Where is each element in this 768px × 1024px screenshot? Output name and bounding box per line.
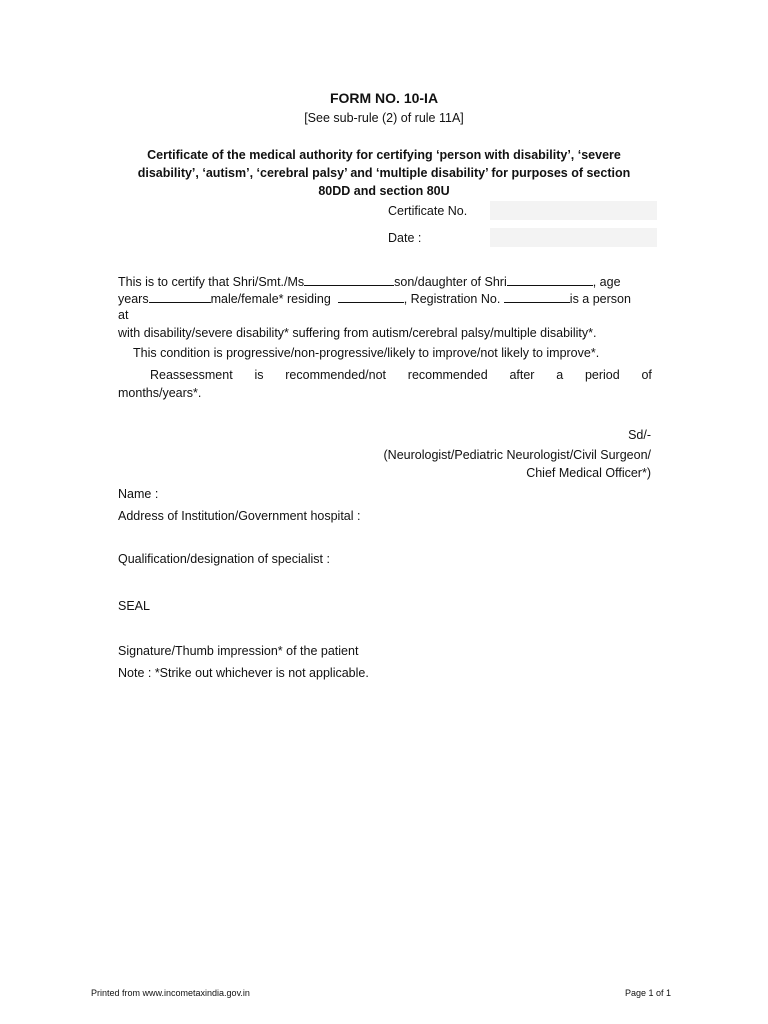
reassessment-word-7: period: [584, 368, 620, 382]
disability-line: with disability/severe disability* suffering from autism/cerebral palsy/multiple disability*.: [118, 326, 597, 340]
heading-line-2: disability’, ‘autism’, ‘cerebral palsy’ and ‘multiple disability’ for purposes of section: [137, 166, 631, 180]
form-title: FORM NO. 10-IA: [329, 90, 439, 106]
father-name-blank: [507, 273, 593, 286]
heading-line-1: Certificate of the medical authority for certifying ‘person with disability’, ‘severe: [147, 148, 621, 162]
footer-page-number: Page 1 of 1: [624, 988, 671, 998]
age-blank: [149, 290, 211, 303]
certificate-heading: [0, 146, 768, 200]
authority-line-1: (Neurologist/Pediatric Neurologist/Civil Surgeon/: [383, 448, 651, 462]
certificate-no-label: Certificate No.: [388, 204, 468, 218]
reassessment-word-6: a: [556, 368, 564, 382]
name-label: Name :: [118, 487, 159, 501]
reassessment-word-5: after: [509, 368, 535, 382]
reassessment-word-3: recommended/not: [285, 368, 387, 382]
date-field[interactable]: [490, 228, 657, 247]
reassessment-word-4: recommended: [407, 368, 488, 382]
seal-label: SEAL: [118, 599, 150, 613]
reassessment-word-2: is: [254, 368, 264, 382]
certify-text-a: This is to certify that Shri/Smt./Ms: [118, 275, 305, 289]
certify-line-2: [118, 290, 631, 307]
reassessment-word-1: Reassessment: [150, 368, 233, 382]
heading-line-3: 80DD and section 80U: [318, 184, 450, 198]
reassessment-line: [118, 367, 652, 383]
residence-blank: [338, 290, 404, 303]
rule-reference: [See sub-rule (2) of rule 11A]: [304, 111, 464, 125]
registration-blank: [504, 290, 570, 303]
address-label: Address of Institution/Government hospital :: [118, 509, 361, 523]
reassessment-line-2: months/years*.: [118, 386, 202, 400]
certify-line-3: at: [118, 308, 129, 322]
sd-mark: Sd/-: [628, 428, 651, 442]
certificate-no-field[interactable]: [490, 201, 657, 220]
patient-signature-label: Signature/Thumb impression* of the patient: [118, 644, 359, 658]
authority-line-2: Chief Medical Officer*): [526, 466, 651, 480]
date-label: Date :: [388, 231, 422, 245]
person-text: is a person: [569, 292, 631, 306]
certify-text-b: son/daughter of Shri: [394, 275, 507, 289]
condition-line: This condition is progressive/non-progressive/likely to improve/not likely to improve*.: [133, 346, 600, 360]
certify-line-1: [118, 273, 621, 290]
name-blank: [304, 273, 394, 286]
note-text: Note : *Strike out whichever is not applicable.: [118, 666, 369, 680]
certify-text-c: , age: [592, 275, 621, 289]
gender-residing-text: male/female* residing: [210, 292, 331, 306]
footer-source: Printed from www.incometaxindia.gov.in: [91, 988, 250, 998]
registration-text: , Registration No.: [403, 292, 501, 306]
years-text: years: [118, 292, 149, 306]
qualification-label: Qualification/designation of specialist :: [118, 552, 330, 566]
reassessment-word-8: of: [641, 368, 652, 382]
